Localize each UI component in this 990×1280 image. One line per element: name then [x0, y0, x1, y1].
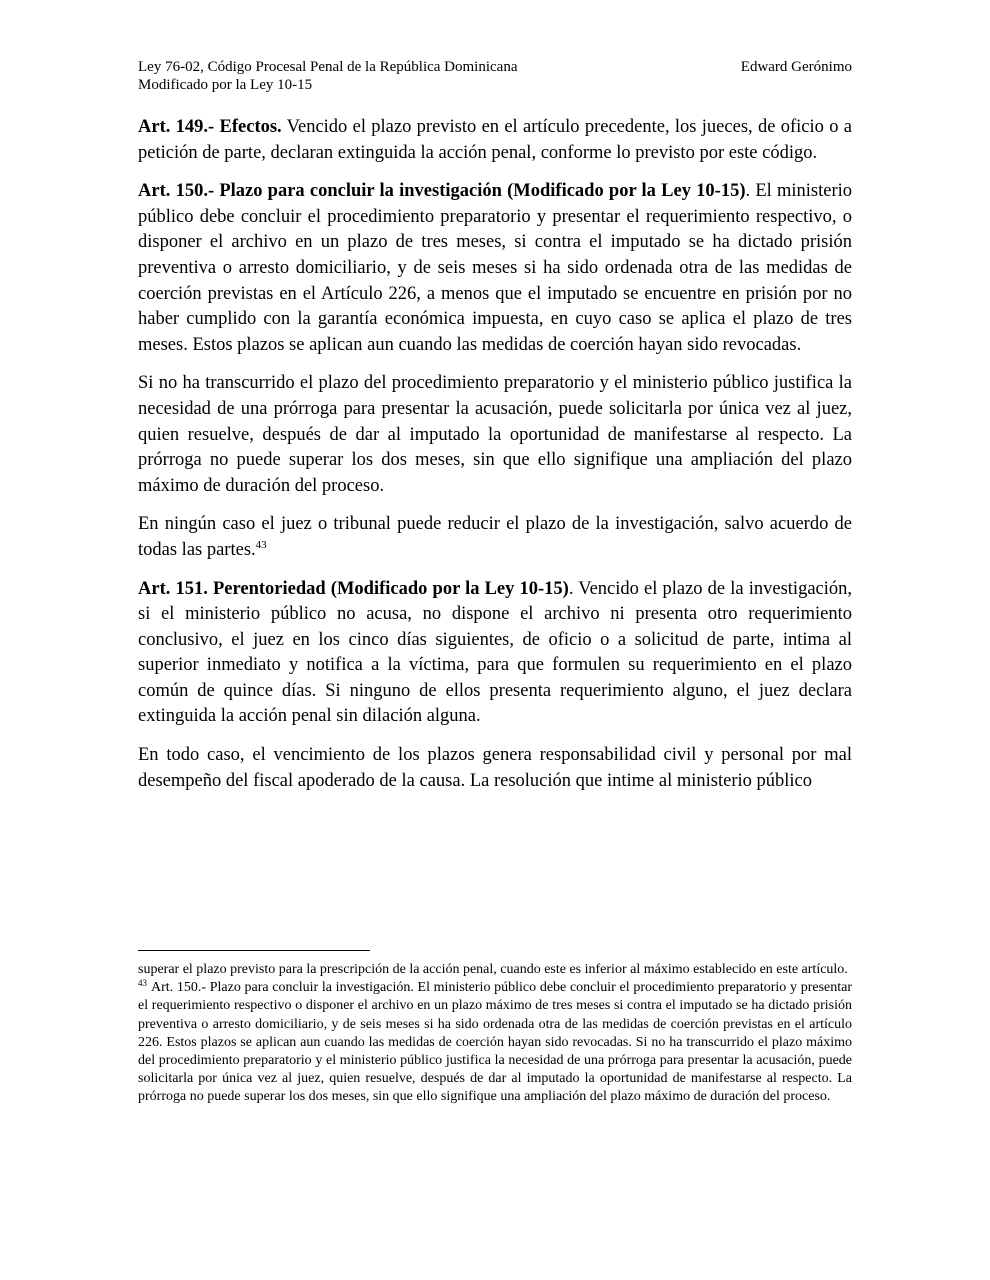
article-150	[138, 179, 852, 358]
footnote-divider	[138, 950, 370, 951]
article-150-heading: Art. 150.- Plazo para concluir la investigación (Modificado por la Ley 10-15)	[138, 181, 746, 202]
document-body	[138, 115, 852, 794]
article-151-paragraph-2: En todo caso, el vencimiento de los plazos genera responsabilidad civil y personal por mal desempeño del fiscal apoderado de la causa. La resolución que intime al ministerio público	[138, 745, 852, 791]
footnote-43-number: 43	[138, 977, 147, 988]
footnote-43-text: Art. 150.- Plazo para concluir la investigación. El ministerio público debe concluir el procedimiento preparatorio y presentar el requerimiento respectivo o disponer el archivo en un plazo máximo de tres meses si contra el imputado se ha dictado prisión preventiva o arresto domiciliario, y de seis meses si ha sido ordenada otra de las medidas de coerción previstas en el artículo 226. Estos plazos se aplican aun cuando las medidas de coerción hayan sido revocadas. Si no ha transcurrido el plazo máximo del procedimiento preparatorio y el ministerio público justifica la necesidad de una prórroga para presentar la acusación, puede solicitarla por única vez al juez, quien resuelve, después de dar al imputado la oportunidad de manifestarse al respecto. La prórroga no puede superar los dos meses, sin que ello signifique una ampliación del plazo máximo de duración del proceso.	[138, 980, 852, 1105]
document-page	[138, 58, 852, 807]
article-151-text: . Vencido el plazo de la investigación, si el ministerio público no acusa, no dispone el archivo ni presenta otro requerimiento conclusivo, el juez en los cinco días siguientes, de oficio o a solicitud de parte, intima al superior inmediato y notifica a la víctima, para que formulen su requerimiento en el plazo común de quince días. Si ninguno de ellos presenta requerimiento alguno, el juez declara extinguida la acción penal sin dilación alguna.	[138, 578, 853, 727]
header-subtitle: Modificado por la Ley 10-15	[138, 77, 313, 93]
header-title: Ley 76-02, Código Procesal Penal de la República Dominicana	[138, 59, 518, 75]
footnote-reference-43[interactable]: 43	[255, 538, 267, 551]
footnote-43	[138, 979, 852, 1106]
article-150-paragraph-2: Si no ha transcurrido el plazo del procedimiento preparatorio y el ministerio público justifica la necesidad de una prórroga para presentar la acusación, puede solicitarla por única vez al juez, quien resuelve, después de dar al imputado la oportunidad de manifestarse al respecto. La prórroga no puede superar los dos meses, sin que ello signifique una ampliación del plazo máximo de duración del proceso.	[138, 373, 852, 496]
footnote-continued: superar el plazo previsto para la prescripción de la acción penal, cuando este es inferior al máximo establecido en este artículo.	[138, 962, 848, 977]
article-150-text: . El ministerio público debe concluir el procedimiento preparatorio y presentar el requerimiento respectivo, o disponer el archivo en un plazo de tres meses, si contra el imputado se ha dictado prisión preventiva o arresto domiciliario, y de seis meses si ha sido ordenada otra de las medidas de coerción previstas en el Artículo 226, a menos que el imputado se encuentre en prisión por no haber cumplido con la garantía económica impuesta, en cuyo caso se aplica el plazo de tres meses. Estos plazos se aplican aun cuando las medidas de coerción hayan sido revocadas.	[138, 181, 852, 355]
article-151-heading: Art. 151. Perentoriedad (Modificado por la Ley 10-15)	[138, 578, 569, 599]
article-151	[138, 577, 852, 731]
article-150-paragraph-3-text: En ningún caso el juez o tribunal puede reducir el plazo de la investigación, salvo acuerdo de todas las partes.	[138, 514, 852, 560]
article-150-paragraph-3	[138, 512, 852, 563]
article-149-heading: Art. 149.- Efectos.	[138, 117, 282, 137]
article-149-text: Vencido el plazo previsto en el artículo precedente, los jueces, de oficio o a petición de parte, declaran extinguida la acción penal, conforme lo previsto por este código.	[138, 117, 852, 163]
article-149	[138, 115, 852, 166]
footnotes-section	[138, 950, 852, 1107]
page-header	[138, 58, 852, 94]
header-author: Edward Gerónimo	[740, 59, 852, 75]
